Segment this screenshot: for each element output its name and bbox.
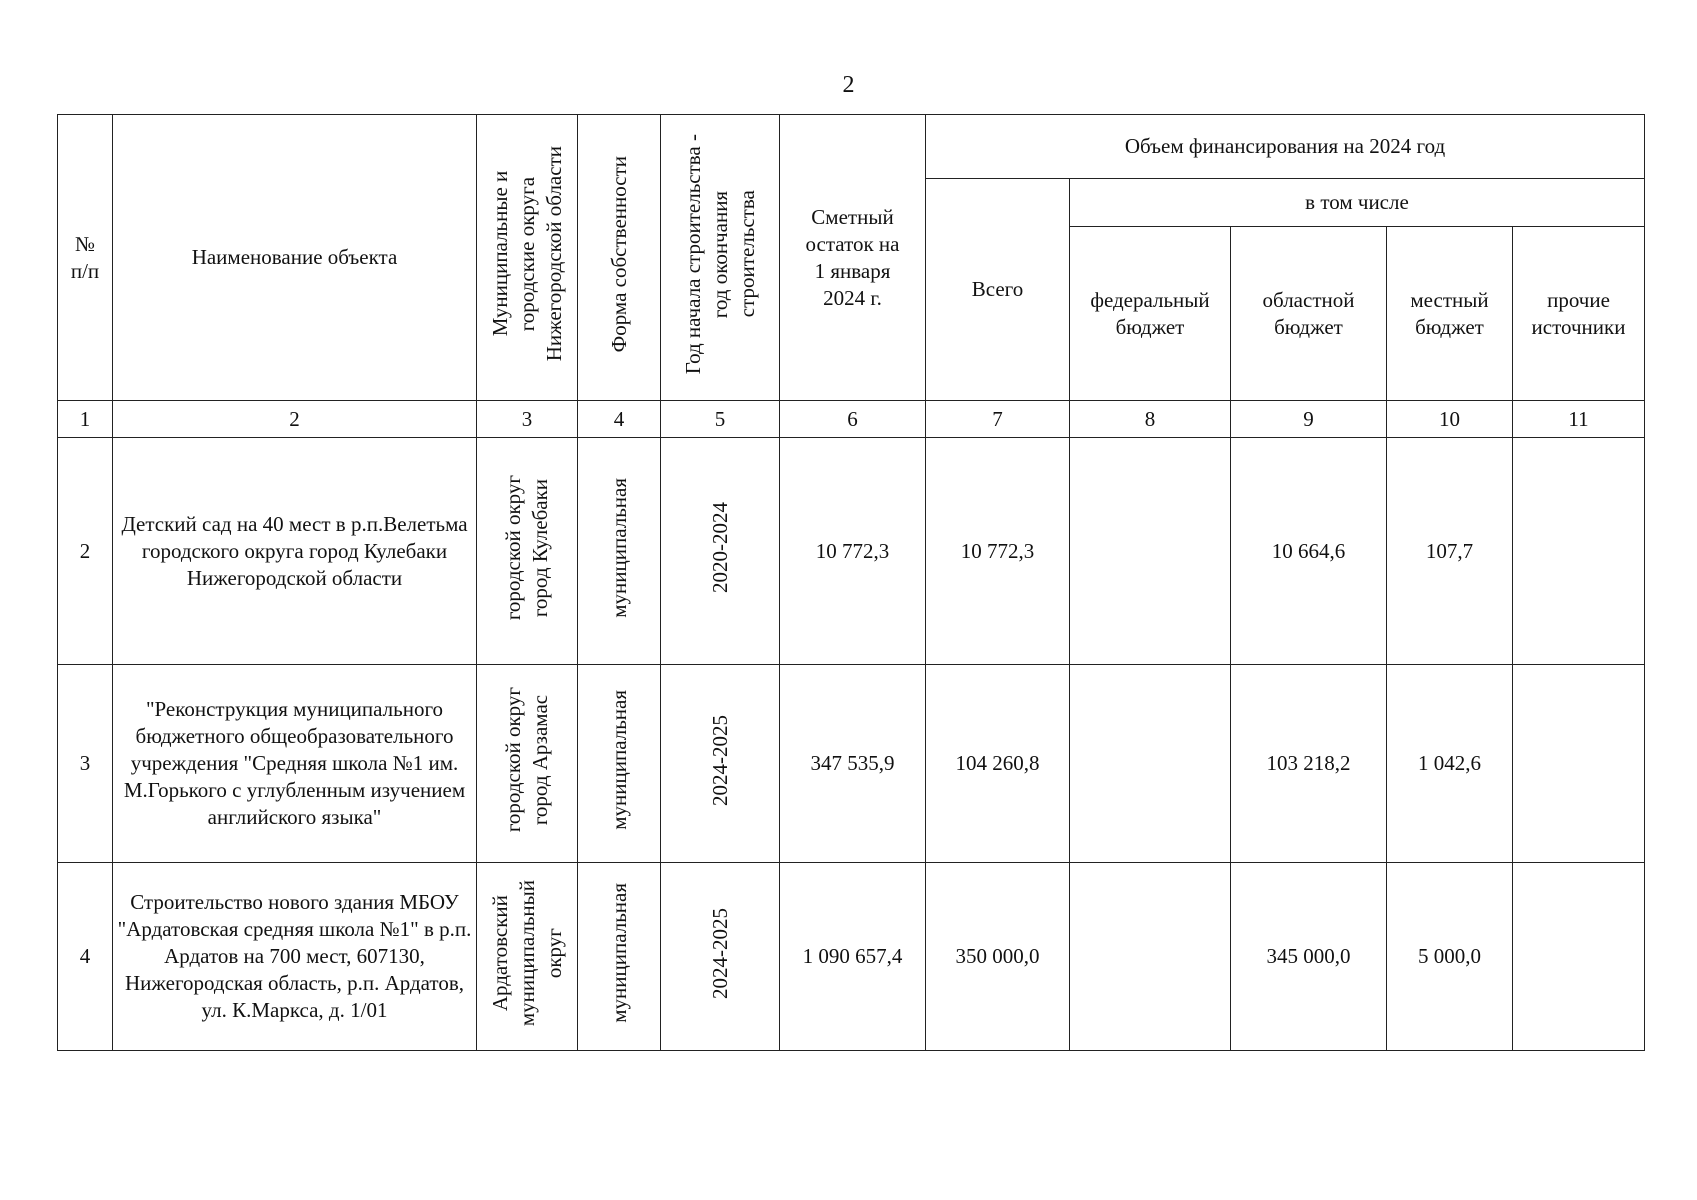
header-number: № п/п: [58, 115, 113, 401]
object-name: "Реконструкция муниципального бюджетного общеобразовательного учреждения "Средняя школа №1 им. М.Горького с углубленным изучением английского языка": [113, 665, 477, 863]
remainder: 347 535,9: [780, 665, 926, 863]
regional: 10 664,6: [1231, 438, 1387, 665]
object-name: Детский сад на 40 мест в р.п.Велетьма городского округа город Кулебаки Нижегородской области: [113, 438, 477, 665]
other: [1513, 863, 1645, 1051]
header-total: Всего: [926, 179, 1070, 401]
header-district: Муниципальные и городские округа Нижегородской области: [477, 115, 578, 401]
col-number: 8: [1070, 401, 1231, 438]
other: [1513, 438, 1645, 665]
total: 350 000,0: [926, 863, 1070, 1051]
col-number: 2: [113, 401, 477, 438]
header-row-1: [58, 115, 1645, 179]
district: городской округ город Арзамас: [477, 665, 578, 863]
header-ownership: Форма собственности: [578, 115, 661, 401]
row-number: 4: [58, 863, 113, 1051]
col-number: 6: [780, 401, 926, 438]
header-object-name: Наименование объекта: [113, 115, 477, 401]
header-remainder: Сметный остаток на 1 января 2024 г.: [780, 115, 926, 401]
row-number: 2: [58, 438, 113, 665]
header-federal: федеральный бюджет: [1070, 227, 1231, 401]
col-number: 5: [661, 401, 780, 438]
col-number: 3: [477, 401, 578, 438]
district: городской округ город Кулебаки: [477, 438, 578, 665]
regional: 345 000,0: [1231, 863, 1387, 1051]
header-local: местный бюджет: [1387, 227, 1513, 401]
header-regional: областной бюджет: [1231, 227, 1387, 401]
object-name: Строительство нового здания МБОУ "Ардатовская средняя школа №1" в р.п. Ардатов на 700 мест, 607130, Нижегородская область, р.п. Ардатов, ул. К.Маркса, д. 1/01: [113, 863, 477, 1051]
other: [1513, 665, 1645, 863]
remainder: 10 772,3: [780, 438, 926, 665]
col-number: 7: [926, 401, 1070, 438]
total: 10 772,3: [926, 438, 1070, 665]
col-number: 11: [1513, 401, 1645, 438]
district: Ардатовский муниципальный округ: [477, 863, 578, 1051]
local: 5 000,0: [1387, 863, 1513, 1051]
local: 107,7: [1387, 438, 1513, 665]
total: 104 260,8: [926, 665, 1070, 863]
header-years: Год начала строительства - год окончания строительства: [661, 115, 780, 401]
col-number: 10: [1387, 401, 1513, 438]
table-row: [58, 863, 1645, 1051]
remainder: 1 090 657,4: [780, 863, 926, 1051]
table-row: [58, 438, 1645, 665]
column-number-row: [58, 401, 1645, 438]
ownership: муниципальная: [578, 438, 661, 665]
col-number: 9: [1231, 401, 1387, 438]
header-funding: Объем финансирования на 2024 год: [926, 115, 1645, 179]
table-row: [58, 665, 1645, 863]
years: 2024-2025: [661, 863, 780, 1051]
financing-table: [57, 114, 1645, 1051]
row-number: 3: [58, 665, 113, 863]
federal: [1070, 863, 1231, 1051]
col-number: 4: [578, 401, 661, 438]
ownership: муниципальная: [578, 863, 661, 1051]
federal: [1070, 665, 1231, 863]
local: 1 042,6: [1387, 665, 1513, 863]
ownership: муниципальная: [578, 665, 661, 863]
years: 2020-2024: [661, 438, 780, 665]
header-other: прочие источники: [1513, 227, 1645, 401]
page-number: 2: [842, 72, 855, 98]
federal: [1070, 438, 1231, 665]
regional: 103 218,2: [1231, 665, 1387, 863]
years: 2024-2025: [661, 665, 780, 863]
header-including: в том числе: [1070, 179, 1645, 227]
col-number: 1: [58, 401, 113, 438]
